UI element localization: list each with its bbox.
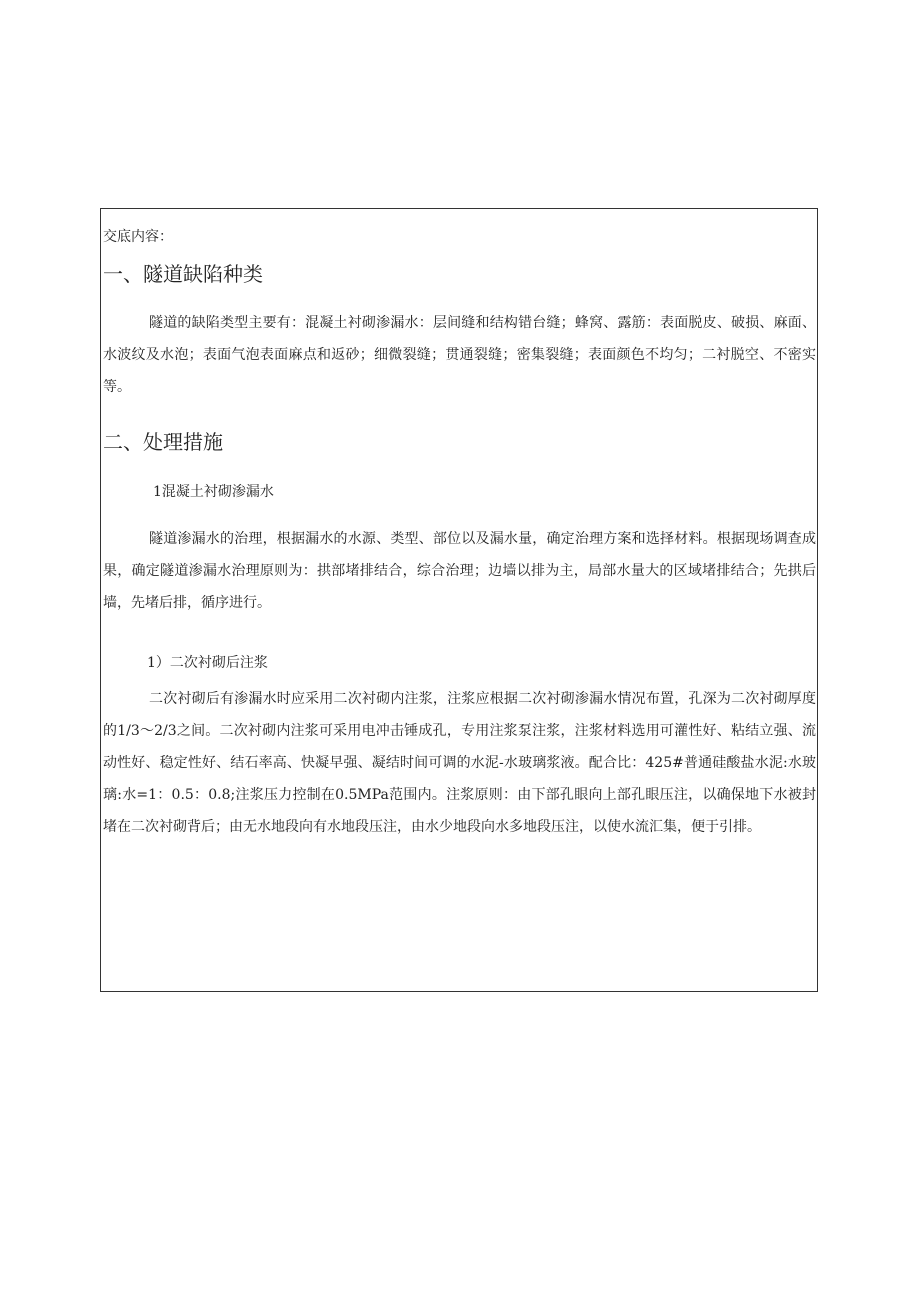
section-2-heading: 二、处理措施 bbox=[103, 430, 223, 454]
section-2-subheading: 1混凝土衬砌渗漏水 bbox=[153, 484, 274, 500]
item-title: 1）二次衬砌后注浆 bbox=[147, 655, 268, 671]
section-1-paragraph: 隧道的缺陷类型主要有：混凝土衬砌渗漏水：层间缝和结构错台缝；蜂窝、露筋：表面脱皮、破损、麻面、水波纹及水泡；表面气泡表面麻点和返砂；细微裂缝；贯通裂缝；密集裂缝；表面颜色不均匀；二衬脱空、不密实等。 bbox=[103, 315, 816, 395]
item-paragraph: 二次衬砌后有渗漏水时应采用二次衬砌内注浆，注浆应根据二次衬砌渗漏水情况布置，孔深为二次衬砌厚度的1/3～2/3之间。二次衬砌内注浆可采用电冲击锤成孔，专用注浆泵注浆，注浆材料选用可灌性好、粘结立强、流动性好、稳定性好、结石率高、快凝早强、凝结时间可调的水泥-水玻璃浆液。配合比：425#普通硅酸盐水泥:水玻璃:水=1：0.5：0.8;注浆压力控制在0.5MPa范围内。注浆原则：由下部孔眼向上部孔眼压注，以确保地下水被封堵在二次衬砌背后；由无水地段向有水地段压注，由水少地段向水多地段压注，以使水流汇集，便于引排。 bbox=[103, 691, 816, 835]
content-box bbox=[100, 208, 818, 992]
content-label: 交底内容： bbox=[103, 229, 173, 245]
section-2-paragraph: 隧道渗漏水的治理，根据漏水的水源、类型、部位以及漏水量，确定治理方案和选择材料。根据现场调查成果，确定隧道渗漏水治理原则为：拱部堵排结合，综合治理；边墙以排为主，局部水量大的区域堵排结合；先拱后墙，先堵后排，循序进行。 bbox=[103, 531, 816, 611]
section-1-heading: 一、隧道缺陷种类 bbox=[103, 262, 263, 286]
